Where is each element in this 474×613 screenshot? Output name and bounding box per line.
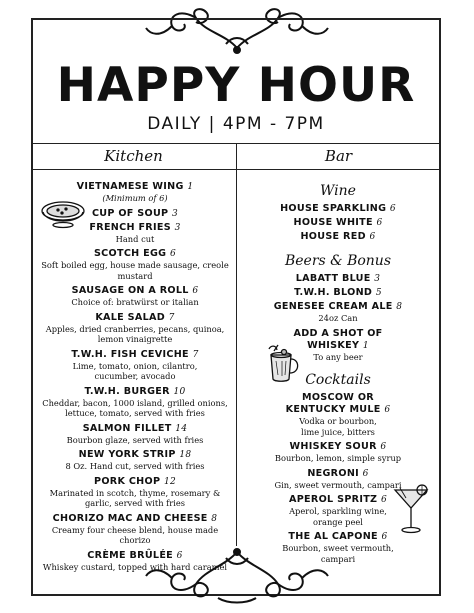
item-description: 8 Oz. Hand cut, served with fries [65,461,205,471]
item-price: 3 [174,222,181,233]
soup-bowl-icon [40,196,86,230]
mule-mug-icon [262,343,304,385]
menu-item-burger [37,386,233,419]
menu-item-kale-salad [37,312,233,345]
item-name: LABATT BLUE [295,273,371,284]
item-description: (Minimum of 6) [102,193,168,203]
menu-item-house-white [240,217,436,229]
item-description: Choice of: bratwürst or italian [71,297,199,307]
item-name: PORK CHOP [93,475,161,487]
menu-item-twh-blond [240,287,436,299]
item-description: Vodka or bourbon, lime juice, bitters [299,416,377,437]
item-price: 6 [380,495,387,505]
section-title-cocktails: Cocktails [305,372,371,388]
kitchen-column [37,181,233,572]
item-description: Bourbon, sweet vermouth, campari [282,543,394,564]
item-price: 10 [173,386,186,397]
item-name: CUP OF SOUP [91,207,169,219]
kitchen-heading: Kitchen [104,147,163,165]
item-name: HOUSE WHITE [293,217,373,228]
menu-item-pork-chop [37,476,233,509]
menu-item-salmon-fillet [37,423,233,446]
item-name: GENESEE CREAM ALE [273,301,393,312]
item-price: 6 [169,249,177,259]
menu-item-new-york-strip [37,449,233,472]
item-name: HOUSE SPARKLING [280,203,387,214]
menu-item-chorizo-mac-and-cheese [37,513,233,546]
item-price: 5 [375,288,382,298]
item-name: T.W.H. BLOND [294,287,373,298]
column-divider [236,143,237,546]
item-name: APEROL SPRITZ [289,494,378,505]
item-description: Apples, dried cranberries, pecans, quinoa, lemon vinaigrette [45,323,225,344]
item-name: WHISKEY SOUR [289,441,377,452]
item-name: KALE SALAD [95,311,166,323]
item-price: 6 [381,532,388,542]
item-description: Bourbon glaze, served with fries [66,434,204,445]
item-price: 6 [389,204,396,214]
item-name: ADD A SHOT OF WHISKEY [293,327,383,351]
item-name: CHORIZO MAC AND CHEESE [52,512,208,524]
item-price: 7 [192,349,199,360]
item-price: 3 [172,208,179,219]
item-name: T.W.H. BURGER [84,385,170,397]
menu-item-genesee-cream-ale [240,301,436,324]
item-description: Aperol, sparkling wine, orange peel [289,506,387,527]
item-description: Creamy four cheese blend, house made chorizo [51,524,219,545]
item-price: 8 [396,302,403,312]
menu-item-sausage-on-a-roll [37,285,233,308]
item-price: 6 [192,286,199,296]
item-description: Soft boiled egg, house made sausage, creole mustard [41,260,229,281]
item-description: Cheddar, bacon, 1000 island, grilled onions, lettuce, tomato, served with fries [42,397,228,418]
menu-hours: DAILY | 4PM - 7PM [147,114,325,134]
item-price: 18 [179,450,192,460]
item-price: 1 [187,182,194,192]
item-description: Marinated in scotch, thyme, rosemary & garlic, served with fries [49,487,221,508]
item-price: 3 [374,274,381,284]
item-price: 6 [362,468,369,479]
item-name: THE AL CAPONE [288,531,378,542]
item-description: Whiskey custard, topped with hard caramel [42,561,228,572]
item-description: To any beer [313,351,363,362]
bar-heading: Bar [324,147,353,165]
item-price: 6 [376,218,383,228]
item-description: Gin, sweet vermouth, campari [274,479,402,490]
menu-item-mule [240,392,436,437]
item-price: 6 [380,442,387,452]
item-price: 8 [211,513,218,524]
item-name: CRÈME BRÛLÉE [87,549,174,561]
item-name: VIETNAMESE WING [76,181,184,192]
menu-item-whiskey-sour [240,441,436,464]
item-name: T.W.H. FISH CEVICHE [71,348,189,360]
item-description: Lime, tomato, onion, cilantro, cucumber, avocado [72,360,198,381]
item-description: Bourbon, lemon, simple syrup [274,453,402,463]
item-price: 7 [168,312,175,323]
item-description: Hand cut [115,233,155,244]
item-description: 24oz Can [318,313,358,323]
item-name: SAUSAGE ON A ROLL [71,285,189,296]
item-name: HOUSE RED [300,231,366,242]
section-title-beers: Beers & Bonus [284,253,392,269]
item-price: 6 [176,550,183,561]
menu-item-house-red [240,231,436,243]
item-price: 1 [362,340,369,351]
item-name: FRENCH FRIES [89,221,171,233]
item-price: 6 [369,232,376,242]
item-name: NEW YORK STRIP [78,449,176,460]
item-name: SCOTCH EGG [93,248,167,259]
cocktail-glass-icon [392,484,430,536]
menu-title: HAPPY HOUR [56,58,416,113]
menu-item-creme-brulee [37,550,233,573]
section-title-wine: Wine [320,183,356,199]
item-name: MOSCOW OR KENTUCKY MULE [285,392,381,415]
menu-item-labatt-blue [240,273,436,285]
menu-item-fish-ceviche [37,349,233,382]
item-price: 12 [163,476,176,487]
item-price: 14 [175,423,188,434]
menu-item-scotch-egg [37,248,233,281]
item-price: 6 [384,405,391,415]
item-name: SALMON FILLET [82,422,172,434]
menu-item-house-sparkling [240,203,436,215]
item-name: NEGRONI [307,467,360,479]
